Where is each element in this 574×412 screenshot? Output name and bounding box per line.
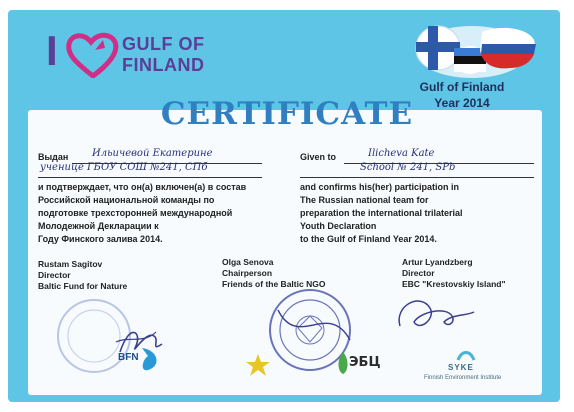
- certificate-title: CERTIFICATE: [160, 96, 414, 132]
- heart-logo-icon: [65, 32, 121, 78]
- bfn-logo-text: BFN: [118, 352, 139, 363]
- signatory-1-role: Director: [38, 270, 71, 280]
- friends-logo-icon: [244, 352, 272, 378]
- body-ru-line5: Году Финского залива 2014.: [38, 234, 163, 244]
- event-title: Gulf of Finland: [419, 80, 505, 94]
- signature-3-icon: [390, 286, 480, 346]
- recipient-name-en: Ilicheva Kate: [368, 148, 435, 159]
- flags-map-icon: [410, 22, 540, 82]
- school-underline-en: [300, 177, 534, 178]
- issued-label: Выдан: [38, 152, 69, 162]
- signatory-1: [38, 259, 127, 292]
- syke-subtitle: Finnish Environment Institute: [424, 375, 502, 381]
- signatory-2-org: Friends of the Baltic NGO: [222, 279, 326, 289]
- signatory-1-name: Rustam Sagitov: [38, 259, 103, 269]
- school-ru: ученице ГБОУ СОШ №241, СПб: [40, 162, 208, 173]
- body-en-line5: to the Gulf of Finland Year 2014.: [300, 234, 437, 244]
- body-ru-line3: подготовке трехсторонней международной: [38, 208, 233, 218]
- body-en-line1: and confirms his(her) participation in: [300, 182, 460, 192]
- signatory-1-org: Baltic Fund for Nature: [38, 281, 128, 291]
- school-underline-ru: [38, 177, 262, 178]
- logo-text-line2: FINLAND: [122, 55, 205, 75]
- syke-logo-text: SYKE: [448, 363, 474, 372]
- signatory-3-org: EBC "Krestovskiy Island": [402, 279, 506, 289]
- signatory-2-role: Chairperson: [222, 268, 273, 278]
- logo-text-line1: GULF OF: [122, 34, 205, 54]
- body-ru-line2: Российской национальной команды по: [38, 195, 215, 205]
- body-en-line2: The Russian national team for: [300, 195, 429, 205]
- recipient-name-ru: Ильичевой Екатерине: [92, 148, 213, 159]
- body-ru-line4: Молодежной Декларации к: [38, 221, 159, 231]
- signatory-2-name: Olga Senova: [222, 257, 274, 267]
- signatory-3-role: Director: [402, 268, 435, 278]
- body-en-line4: Youth Declaration: [300, 221, 377, 231]
- syke-logo-icon: [456, 346, 476, 362]
- signatory-3-name: Artur Lyandzberg: [402, 257, 473, 267]
- given-label: Given to: [300, 152, 337, 162]
- body-ru-line1: и подтверждает, что он(а) включен(а) в состав: [38, 182, 247, 192]
- leaf-icon: [336, 350, 350, 376]
- school-en: School № 241, SPb: [360, 162, 456, 173]
- event-year: Year 2014: [434, 96, 490, 110]
- ebc-logo-text: ЭБЦ: [349, 355, 381, 370]
- logo-letter: I: [46, 27, 58, 74]
- body-en-line3: preparation the international trilaterial: [300, 208, 463, 218]
